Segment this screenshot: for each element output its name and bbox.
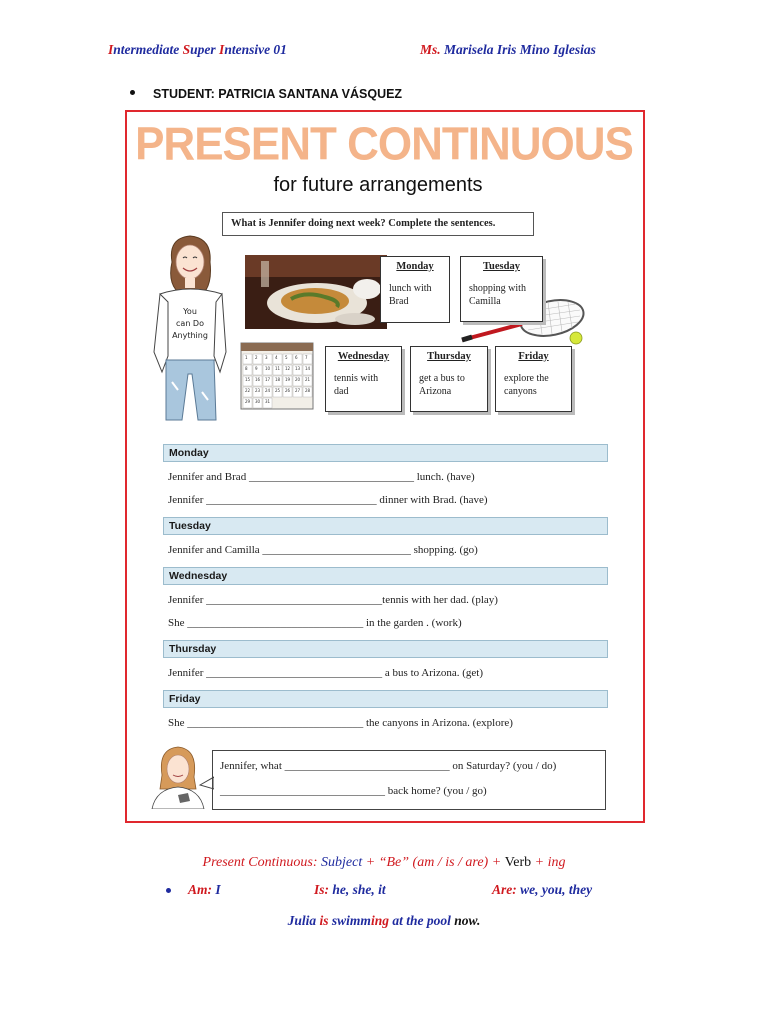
schedule-day: Wednesday: [337, 351, 390, 362]
calendar-day-number: 11: [275, 366, 281, 371]
exercise-sentence: Jennifer ________________________________ a bus to Arizona. (get): [168, 667, 483, 679]
calendar-day-number: 16: [255, 377, 261, 382]
example-part: ing: [370, 913, 389, 928]
calendar-day-number: 25: [275, 388, 281, 393]
course-title: [108, 42, 287, 58]
calendar-day-number: 15: [245, 377, 251, 382]
formula-part: “Be” (am / is / are): [378, 855, 489, 870]
pronoun-label: Is:: [314, 882, 330, 897]
exercise-sentence: She ________________________________ the canyons in Arizona. (explore): [168, 717, 513, 729]
formula-part: +: [362, 855, 379, 870]
pronoun-am: [188, 882, 221, 898]
calendar-day-number: 18: [275, 377, 281, 382]
calendar-day-number: 8: [245, 366, 248, 371]
example-part: Julia: [287, 913, 317, 928]
exercise-sentence: Jennifer and Brad ______________________________ lunch. (have): [168, 471, 475, 483]
worksheet-title: PRESENT CONTINUOUS: [135, 118, 633, 171]
schedule-text: lunch with Brad: [389, 283, 432, 307]
formula-part: + ing: [531, 855, 566, 870]
course-title-part: S: [182, 42, 191, 57]
calendar-day-number: 3: [265, 355, 268, 360]
pronoun-label: Are:: [492, 882, 517, 897]
pronoun-value: I: [215, 882, 221, 897]
speech-bubble: [212, 750, 606, 810]
worksheet-subtitle: for future arrangements: [273, 174, 483, 196]
instruction-box: What is Jennifer doing next week? Complete the sentences.: [222, 212, 534, 236]
schedule-day: Thursday: [427, 351, 471, 362]
calendar-day-number: 24: [265, 388, 271, 393]
calendar-day-number: 13: [295, 366, 301, 371]
bullet-icon: [166, 888, 171, 893]
calendar-day-number: 6: [295, 355, 298, 360]
speech-line: ______________________________ back home? (you / go): [220, 785, 487, 797]
girl-illustration: [150, 232, 232, 428]
pronoun-label: Am:: [188, 882, 213, 897]
schedule-box-wednesday: [325, 346, 402, 412]
example-part: swimm: [331, 913, 371, 928]
section-bar-friday: Friday: [163, 690, 608, 708]
calendar-day-number: 14: [305, 366, 311, 371]
formula-part: +: [488, 855, 505, 870]
schedule-box-thursday: [410, 346, 488, 412]
schedule-day: Monday: [396, 261, 434, 272]
calendar-day-number: 10: [265, 366, 271, 371]
exercise-sentence: Jennifer _______________________________ dinner with Brad. (have): [168, 494, 488, 506]
section-bar-thursday: Thursday: [163, 640, 608, 658]
calendar-day-number: 5: [285, 355, 288, 360]
calendar-day-number: 1: [245, 355, 248, 360]
calendar-day-number: 4: [275, 355, 278, 360]
calendar-day-number: 2: [255, 355, 258, 360]
calendar-icon: [240, 342, 314, 410]
course-title-part: I: [108, 42, 114, 57]
course-title-part: uper: [190, 42, 220, 57]
pronoun-are: [492, 882, 592, 898]
pronoun-value: we, you, they: [520, 882, 593, 897]
calendar-day-number: 9: [255, 366, 258, 371]
schedule-box-monday: [380, 256, 450, 323]
pronoun-is: [314, 882, 386, 898]
section-bar-tuesday: Tuesday: [163, 517, 608, 535]
student-name: STUDENT: PATRICIA SANTANA VÁSQUEZ: [153, 87, 403, 101]
shirt-text: can Do: [176, 319, 204, 328]
pronoun-value: he, she, it: [332, 882, 386, 897]
example-sentence: [0, 913, 768, 929]
calendar-day-number: 17: [265, 377, 271, 382]
course-title-part: I: [219, 42, 225, 57]
schedule-box-tuesday: [460, 256, 543, 322]
formula-part: Subject: [321, 855, 363, 870]
schedule-text: shopping with Camilla: [469, 283, 526, 307]
course-title-part: ntermediate: [113, 42, 183, 57]
calendar-day-number: 27: [295, 388, 301, 393]
section-bar-wednesday: Wednesday: [163, 567, 608, 585]
schedule-day: Friday: [518, 351, 549, 362]
course-title-part: ntensive 01: [224, 42, 287, 57]
schedule-text: tennis with dad: [334, 373, 379, 397]
food-photo: [245, 255, 387, 329]
exercise-sentence: Jennifer ________________________________tennis with her dad. (play): [168, 594, 498, 606]
calendar-day-number: 29: [245, 399, 251, 404]
formula-part: Present Continuous:: [202, 855, 322, 870]
calendar-day-number: 20: [295, 377, 301, 382]
schedule-box-friday: [495, 346, 572, 412]
example-part: now.: [454, 913, 481, 928]
calendar-day-number: 12: [285, 366, 291, 371]
woman-illustration: [148, 745, 214, 809]
teacher-name: [420, 42, 596, 58]
section-bar-monday: Monday: [163, 444, 608, 462]
schedule-day: Tuesday: [483, 261, 520, 272]
exercise-sentence: She ________________________________ in the garden . (work): [168, 617, 462, 629]
calendar-day-number: 28: [305, 388, 311, 393]
calendar-day-number: 21: [305, 377, 311, 382]
calendar-day-number: 30: [255, 399, 261, 404]
bullet-icon: [130, 90, 135, 95]
shirt-text: Anything: [172, 331, 208, 340]
exercise-sentence: Jennifer and Camilla ___________________________ shopping. (go): [168, 544, 478, 556]
grammar-formula: [0, 855, 768, 871]
calendar-day-number: 26: [285, 388, 291, 393]
calendar-day-number: 19: [285, 377, 291, 382]
example-part: is: [316, 913, 332, 928]
student-line: [130, 87, 402, 101]
formula-part: Verb: [504, 855, 532, 870]
teacher-full-name: Marisela Iris Mino Iglesias: [444, 42, 596, 57]
example-part: at the pool: [388, 913, 455, 928]
teacher-prefix: Ms.: [420, 42, 441, 57]
calendar-day-number: 7: [305, 355, 308, 360]
schedule-text: get a bus to Arizona: [419, 373, 465, 397]
speech-line: Jennifer, what ______________________________ on Saturday? (you / do): [220, 760, 557, 772]
calendar-day-number: 31: [265, 399, 271, 404]
calendar-day-number: 22: [245, 388, 251, 393]
calendar-day-number: 23: [255, 388, 261, 393]
schedule-text: explore the canyons: [504, 373, 549, 397]
shirt-text: You: [183, 307, 197, 316]
